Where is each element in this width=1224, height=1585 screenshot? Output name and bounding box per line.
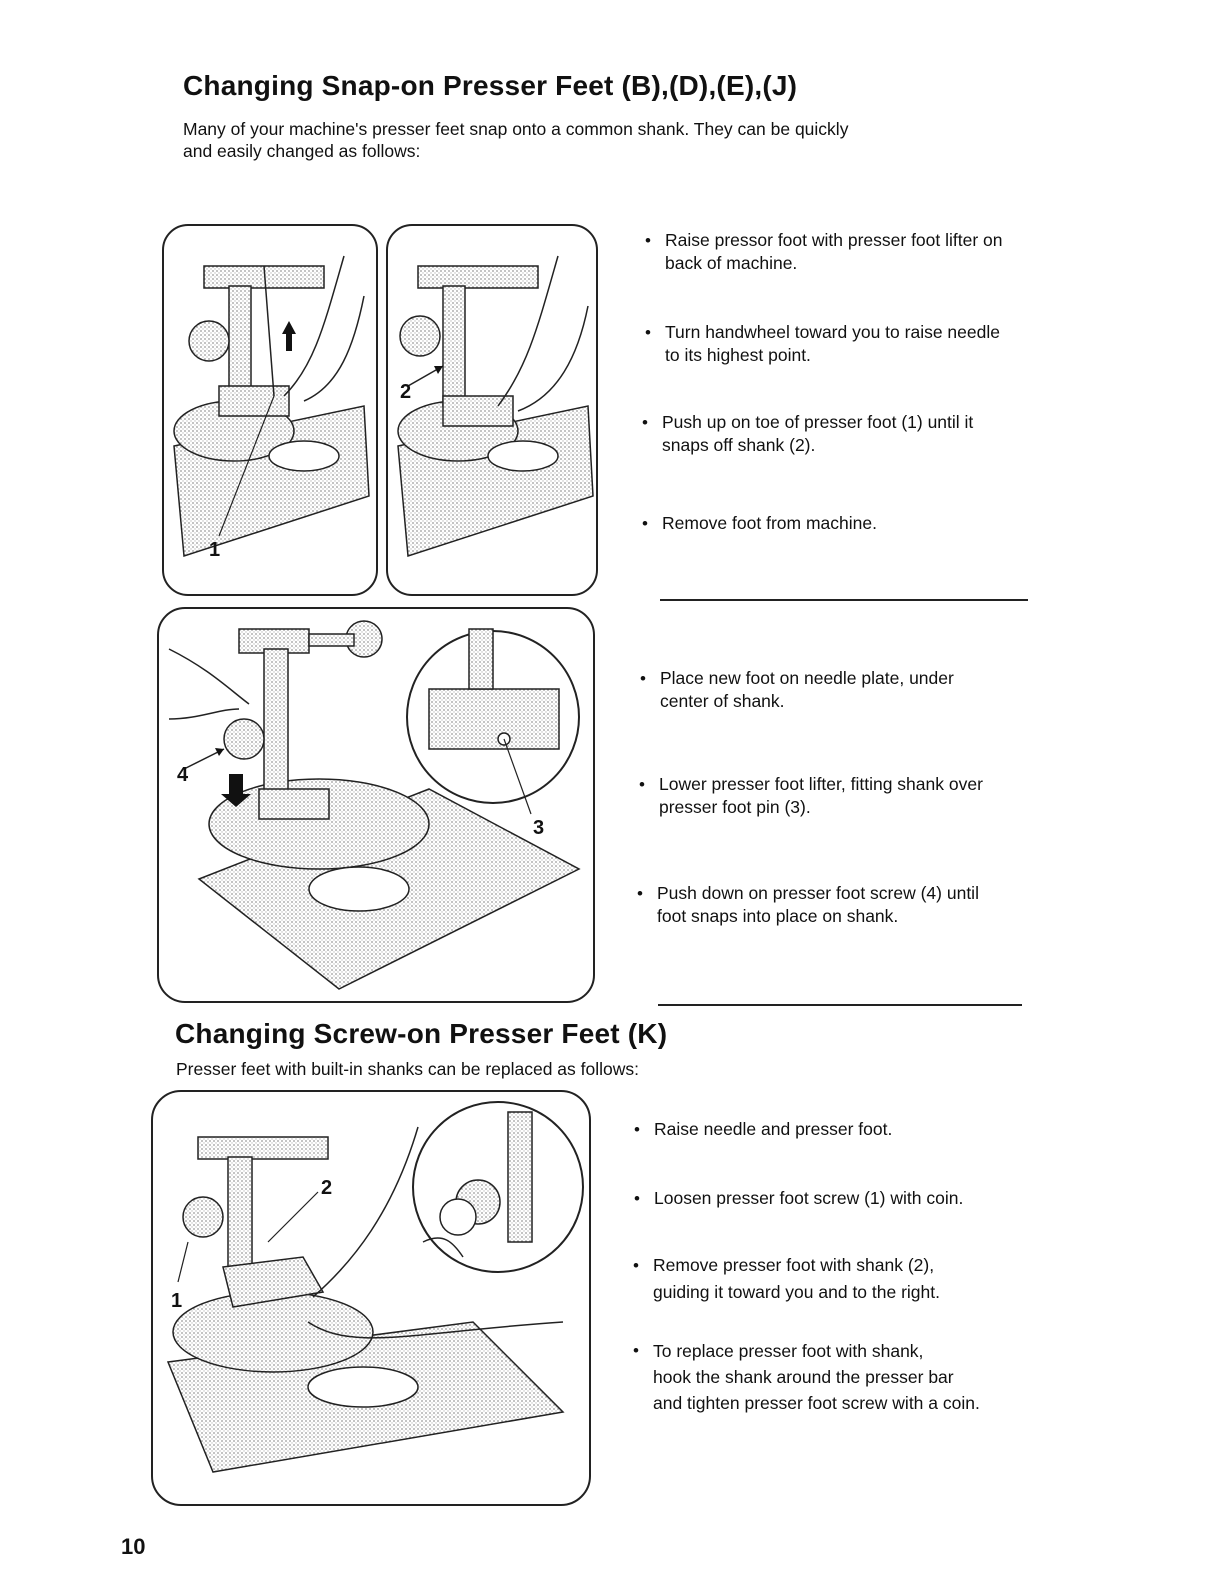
figure-raise-foot xyxy=(162,224,378,596)
section1-intro-line: and easily changed as follows: xyxy=(183,141,421,161)
step-line: snaps off shank (2). xyxy=(662,435,816,455)
section2-intro-line: Presser feet with built-in shanks can be replaced as follows: xyxy=(176,1059,640,1079)
figure-remove-foot-illustration xyxy=(388,226,596,594)
step-line: • Raise needle and presser foot. xyxy=(654,1119,893,1139)
step-line: back of machine. xyxy=(665,253,798,273)
step-item xyxy=(631,1252,940,1306)
divider-rule xyxy=(658,1004,1022,1006)
figure-remove-foot xyxy=(386,224,598,596)
step-item xyxy=(640,411,973,457)
step-item xyxy=(631,1338,980,1416)
step-line: guiding it toward you and to the right. xyxy=(653,1282,940,1302)
step-line: and tighten presser foot screw with a coin. xyxy=(653,1393,980,1413)
step-item xyxy=(643,321,1000,367)
step-item xyxy=(632,1118,892,1141)
step-line: • Raise pressor foot with presser foot lifter on xyxy=(665,230,1003,250)
step-line: • Lower presser foot lifter, fitting shank over xyxy=(659,774,983,794)
step-line: hook the shank around the presser bar xyxy=(653,1367,954,1387)
step-item xyxy=(637,773,983,819)
divider-rule xyxy=(660,599,1028,601)
step-line: foot snaps into place on shank. xyxy=(657,906,899,926)
step-line: • To replace presser foot with shank, xyxy=(653,1341,924,1361)
step-item xyxy=(640,512,877,535)
callout-label: 1 xyxy=(171,1290,183,1312)
step-line: center of shank. xyxy=(660,691,785,711)
step-item xyxy=(643,229,1003,275)
callout-label: 1 xyxy=(209,539,221,561)
step-line: • Push up on toe of presser foot (1) until it xyxy=(662,412,974,432)
step-item xyxy=(632,1187,963,1210)
figure-raise-foot-illustration xyxy=(164,226,376,594)
step-line: • Remove foot from machine. xyxy=(662,513,877,533)
section2-intro xyxy=(176,1058,639,1080)
page-number: 10 xyxy=(121,1534,146,1559)
figure-attach-foot-illustration xyxy=(159,609,593,1001)
step-item xyxy=(635,882,979,928)
callout-label: 2 xyxy=(400,381,412,403)
step-line: presser foot pin (3). xyxy=(659,797,811,817)
callout-label: 4 xyxy=(177,764,189,786)
callout-label: 2 xyxy=(321,1177,333,1199)
figure-screw-on-foot xyxy=(151,1090,591,1506)
figure-attach-foot xyxy=(157,607,595,1003)
figure-screw-on-foot-illustration xyxy=(153,1092,589,1504)
step-line: to its highest point. xyxy=(665,345,811,365)
step-line: • Push down on presser foot screw (4) until xyxy=(657,883,979,903)
step-line: • Turn handwheel toward you to raise needle xyxy=(665,322,1000,342)
section1-title: Changing Snap-on Presser Feet (B),(D),(E),(J) xyxy=(183,70,798,101)
section1-intro xyxy=(183,118,848,162)
step-line: • Place new foot on needle plate, under xyxy=(660,668,954,688)
step-line: • Remove presser foot with shank (2), xyxy=(653,1255,935,1275)
section1-intro-line: Many of your machine's presser feet snap onto a common shank. They can be quickly xyxy=(183,119,849,139)
step-item xyxy=(638,667,954,713)
step-line: • Loosen presser foot screw (1) with coin. xyxy=(654,1188,964,1208)
section2-title: Changing Screw-on Presser Feet (K) xyxy=(175,1018,668,1049)
callout-label: 3 xyxy=(533,817,545,839)
